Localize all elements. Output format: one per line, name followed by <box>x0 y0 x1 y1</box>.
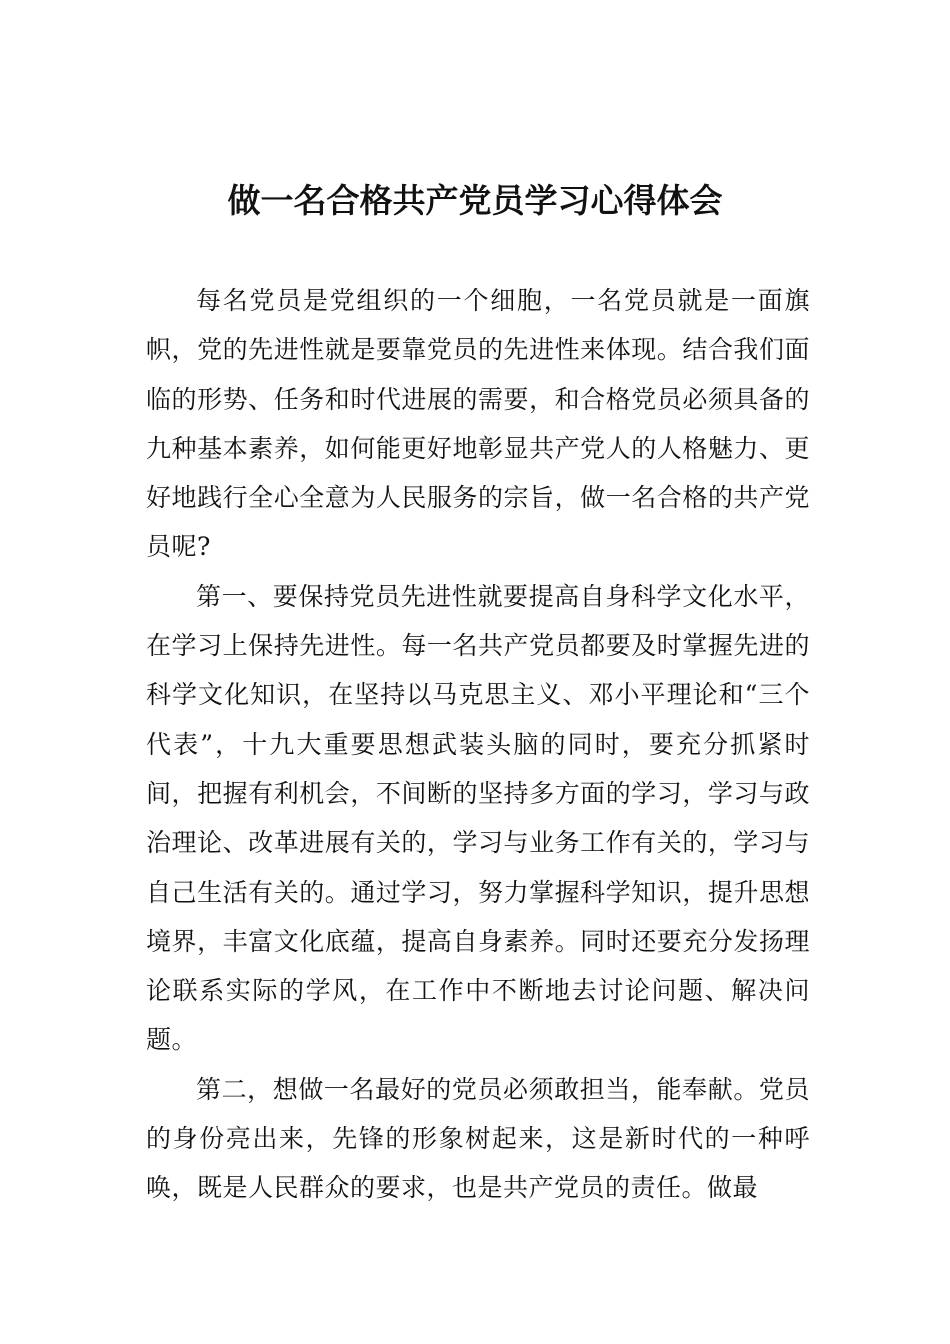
paragraph-second-point: 第二，想做一名最好的党员必须敢担当，能奉献。党员的身份亮出来，先锋的形象树起来，这是新时代的一种呼唤，既是人民群众的要求，也是共产党员的责任。做最 <box>146 1074 810 1203</box>
document-title: 做一名合格共产党员学习心得体会 <box>227 181 723 220</box>
paragraph-first-point: 第一、要保持党员先进性就要提高自身科学文化水平，在学习上保持先进性。每一名共产党员都要及时掌握先进的科学文化知识，在坚持以马克思主义、邓小平理论和“三个代表”，十九大重要思想武装头脑的同时，要充分抓紧时间，把握有利机会，不间断的坚持多方面的学习，学习与政治理论、改革进展有关的，学习与业务工作有关的，学习与自己生活有关的。通过学习，努力掌握科学知识，提升思想境界，丰富文化底蕴，提高自身素养。同时还要充分发扬理论联系实际的学风，在工作中不断地去讨论问题、解决问题。 <box>146 581 810 1055</box>
paragraph-intro: 每名党员是党组织的一个细胞，一名党员就是一面旗帜，党的先进性就是要靠党员的先进性来体现。结合我们面临的形势、任务和时代进展的需要，和合格党员必须具备的九种基本素养，如何能更好地彰显共产党人的人格魅力、更好地践行全心全意为人民服务的宗旨，做一名合格的共产党员呢? <box>146 286 810 562</box>
document-body <box>146 276 810 1213</box>
